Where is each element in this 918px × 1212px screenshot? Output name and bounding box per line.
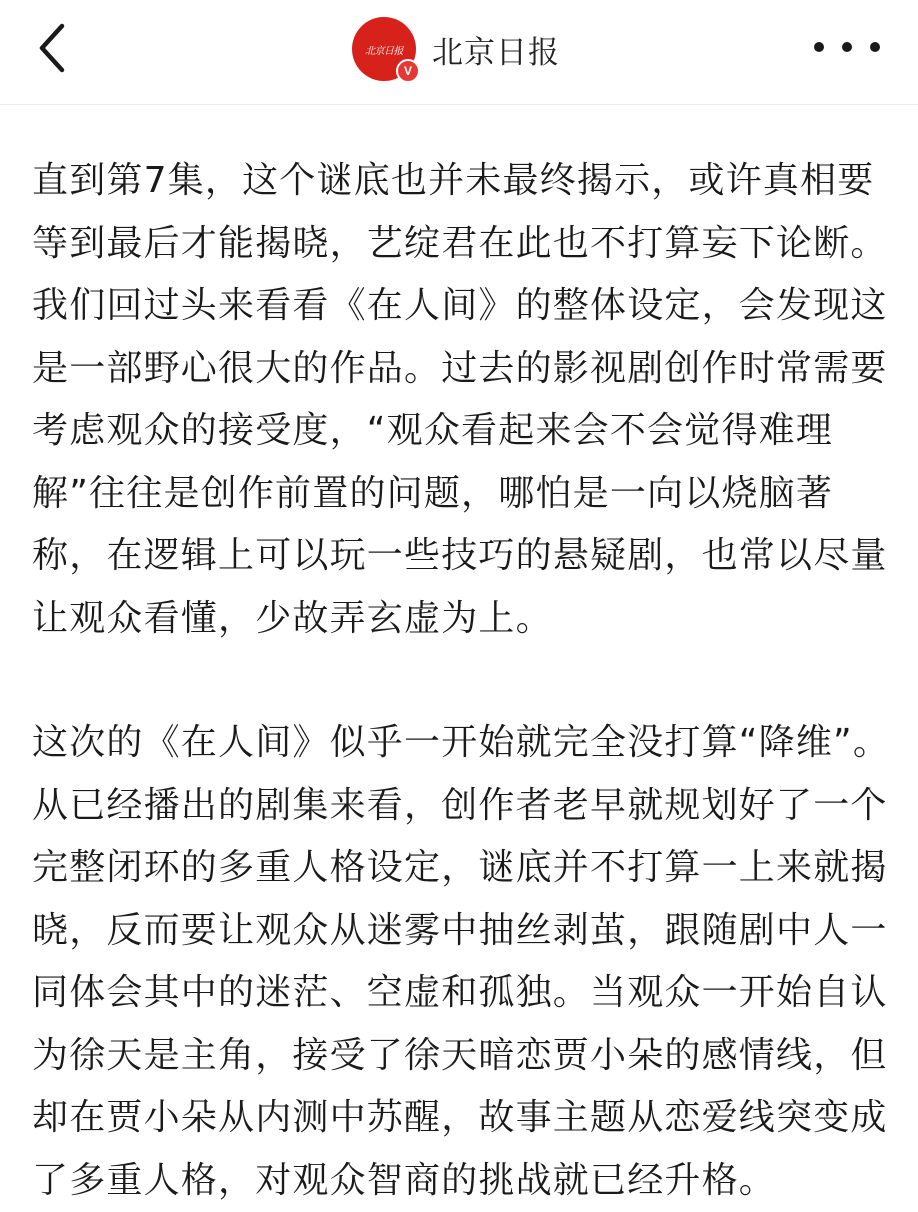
chevron-left-icon — [32, 22, 72, 74]
more-options-button[interactable] — [814, 24, 880, 70]
article-paragraph: 这次的《在人间》似乎一开始就完全没打算“降维”。从已经播出的剧集来看，创作者老早就规划好了一个完整闭环的多重人格设定，谜底并不打算一上来就揭晓，反而要让观众从迷雾中抽丝剥茧，跟随剧中人一同体会其中的迷茫、空虚和孤独。当观众一开始自认为徐天是主角，接受了徐天暗恋贾小朵的感情线，但却在贾小朵从内测中苏醒，故事主题从恋爱线突变成了多重人格，对观众智商的挑战就已经升格。 — [32, 722, 891, 1201]
verified-badge-icon: V — [396, 59, 420, 83]
avatar-logo-text: 北京日报 — [365, 45, 403, 57]
account-header[interactable] — [352, 16, 560, 82]
more-horizontal-icon — [814, 42, 824, 52]
more-horizontal-icon — [842, 42, 852, 52]
account-name[interactable]: 北京日报 — [432, 34, 560, 71]
article-paragraph: 直到第7集，这个谜底也并未最终揭示，或许真相要等到最后才能揭晓，艺绽君在此也不打算妄下论断。我们回过头来看看《在人间》的整体设定，会发现这是一部野心很大的作品。过去的影视剧创作时常需要考虑观众的接受度，“观众看起来会不会觉得难理解”往往是创作前置的问题，哪怕是一向以烧脑著称，在逻辑上可以玩一些技巧的悬疑剧，也常以尽量让观众看懂，少故弄玄虚为上。 — [32, 160, 888, 639]
avatar[interactable] — [352, 17, 416, 81]
top-navigation-bar — [0, 0, 918, 105]
article-body — [32, 150, 892, 1212]
more-horizontal-icon — [870, 42, 880, 52]
back-button[interactable] — [22, 18, 82, 78]
